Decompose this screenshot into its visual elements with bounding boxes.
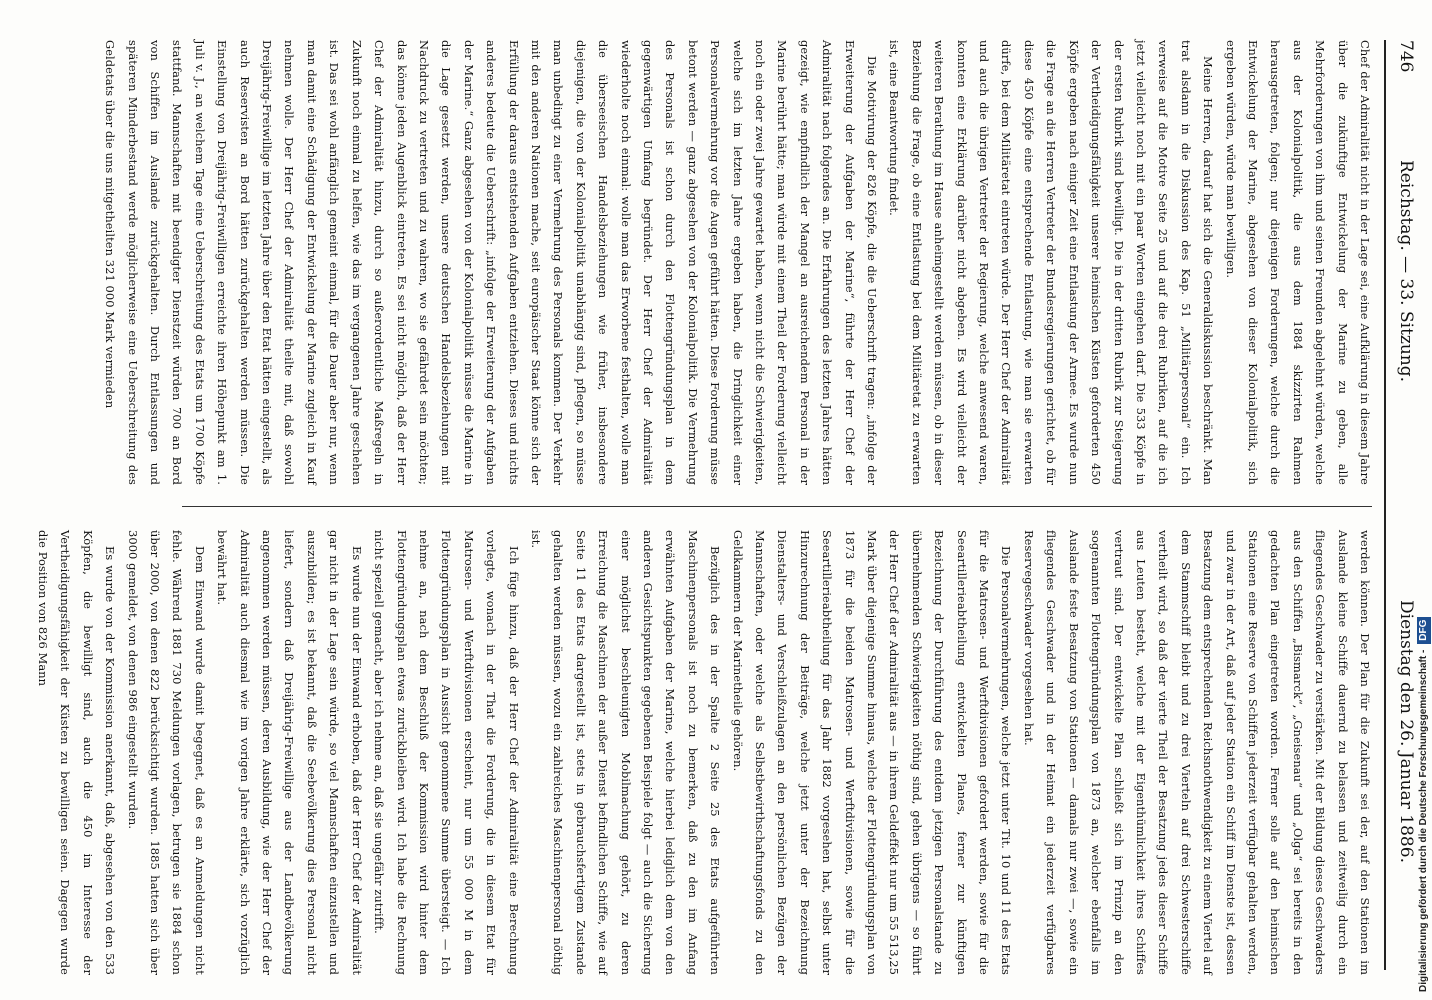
dfg-logo: DFG (1417, 617, 1431, 644)
running-head-right: Dienstag den 26. Januar 1886. (1396, 600, 1416, 863)
digitization-credit (1417, 12, 1431, 992)
paragraph: Ich füge hinzu, daß der Herr Chef der Admiralität eine Berechnung vorlegte, wonach in der That die Forderung, die in diesem Etat für Matrosen- und Werftdivisionen erscheint, nur um 55 000 M in dem Flottengründungsplan in Aussicht genommene Summe übersteigt. — Ich nehme an, nach dem Beschluß der Kommission wird hinter dem Flottengründungsplan etwas zurückbleiben wird. Ich habe die Rechnung nicht speziell gemacht, aber ich nehme an, daß sie ungefähr zutrifft. (372, 530, 521, 975)
paragraph: Bezüglich des in der Spalte 2 Seite 25 des Etats aufgeführten Maschinenpersonals ist noch zu bemerken, daß zu den im Anfang erwähnten Aufgaben der Marine, welche hierbei lediglich dem von den anderen Gesichtspunkten gegebenen Beispiele folgt — auch die Sicherung einer möglichst beschleunigten Mobilmachung gehört, zu deren Erreichung die Maschinen der außer Dienst befindlichen Schiffe, wie auf Seite 11 des Etats dargestellt ist, stets in gebrauchsfertigem Zustande gehalten werden müssen, wozu ein zahlreiches Maschinenpersonal nöthig ist. (528, 530, 723, 975)
paragraph: Die Motivirung der 826 Köpfe, die die Ueberschrift tragen: „infolge der Erweiterung der Aufgaben der Marine“, führte der Herr Chef der Admiralität nach folgendes an. Die Erfahrungen des letzten Jahres hätten gezeigt, wie empfindlich der Mangel an ausreichendem Personal in der Marine berührt hätte; man würde mit einem Theil der Forderung vielleicht noch ein oder zwei Jahre gewartet haben, wenn nicht die Schwierigkeiten, welche sich im letzten Jahre ergeben haben, die Dringlichkeit einer Personalvermehrung vor die Augen geführt hätten. Diese Forderung müsse betont werden — ganz abgesehen von der Kolonialpolitik. Die Vermehrung des Personals ist schon durch den Flottengründungsplan in dem gegenwärtigen Umfang begründet. Der Herr Chef der Admiralität wiederholte noch einmal: wolle man das Erworbene festhalten, wolle man die überseeischen Handelsbeziehungen wie früher, insbesondere diejenigen, die von der Kolonialpolitik unabhängig sind, pflegen, so müsse man unbedingt zu einer Vermehrung des Personals kommen. Der Verkehr mit den anderen Nationen mache, seit europäischer Staat könne sich der Erfüllung der daraus entstehenden Aufgaben entziehen. Dieses und nichts anderes bedeute die Ueberschrift: „infolge der Erweiterung der Aufgaben der Marine.“ Ganz abgesehen von der Kolonialpolitik müsse die Marine in die Lage gesetzt werden, unsere deutschen Handelsbeziehungen mit Nachdruck zu vertreten und zu wahren, wo sie gefährdet sein möchten; das könne jeden Augenblick eintreten. Es sei nicht möglich, daß der Herr Chef der Admiralität hinzu, durch so außerordentliche Maßregeln in Zukunft noch einmal zu helfen, wie das im vergangenen Jahre geschehen ist. Das sei wohl anfänglich gemeint einmal, für die Dauer aber nur, wenn man damit eine Schädigung der Entwickelung der Marine zugleich in Kauf nehmen wolle. Der Herr Chef der Admiralität theilte mit, daß sowohl Dreijährig-Freiwillige im letzten Jahre über den Etat hätten eingestellt, als auch Reservisten an Bord hätten zurückgehalten werden müssen. Die Einstellung von Dreijährig-Freiwilligen erreichte ihren Höhepunkt am 1. Juli v. J., an welchem Tage eine Ueberschreitung des Etats um 1700 Köpfe stattfand. Mannschaften mit beendigter Dienstzeit würden 700 an Bord von Schiffen im Auslande zurückgehalten. Durch Entlassungen und späteren Minderbestand werde möglicherweise eine Ueberschreitung des Geldetats über die uns mitgetheilten 321 000 Mark vermieden (103, 40, 880, 485)
paragraph: Chef der Admiralität nicht in der Lage sei, eine Aufklärung in diesem Jahre über die zukünftige Entwickelung der Marine zu geben, alle Mehrforderungen von ihm und seinen Freunden abgelehnt würden, welche aus der Kolonialpolitik, die aus dem 1884 skizzirten Rahmen herausgetreten, folgen; nur diejenigen Forderungen, welche durch die Entwickelung der Marine, abgesehen von dieser Kolonialpolitik, sich ergeben würden, würde man bewilligen. (1223, 40, 1372, 485)
header-rule (1384, 40, 1386, 970)
running-head-left: Reichstag. — 33. Sitzung. (1396, 160, 1416, 383)
paragraph: Meine Herren, darauf hat sich die Generaldiskussion beschränkt. Man trat alsdann in die Diskussion des Kap. 51 „Militärpersonal“ ein. Ich verweise auf die Motive Seite 25 und auf die drei Rubriken, auf die ich jetzt vielleicht noch mit ein paar Worten eingehen darf. Die 533 Köpfe in der ersten Rubrik sind bewilligt. Die in der dritten Rubrik zur Steigerung der Vertheidigungsfähigkeit unserer heimischen Küsten geforderten 450 Köpfe ergeben nach einiger Zeit eine Entlastung der Armee. Es wurde nun die Frage an die Herren Vertreter der Bundesregierungen gerichtet, ob für diese 450 Köpfe eine entsprechende Entlastung, wie man sie erwarten dürfe, bei dem Militäretat eintreten würde. Der Herr Chef der Admiralität und auch die übrigen Vertreter der Regierung, welche anwesend waren, konnten eine Erklärung darüber nicht abgeben. Es wird vielleicht der weiteren Berathung im Hause anheimgestellt werden müssen, ob in dieser Beziehung die Frage, ob eine Entlastung bei dem Militäretat zu erwarten ist, eine Beantwortung findet. (887, 40, 1216, 485)
credit-text: Digitalisierung gefördert durch die Deutsche Forschungsgemeinschaft - (1418, 649, 1429, 992)
left-column (76, 40, 1376, 485)
paragraph: Dem Einwand wurde damit begegnet, daß es an Anmeldungen nicht fehle. Während 1881 730 Meldungen vorlagen, betrugen sie 1884 schon über 2000, von denen 822 berücksichtigt wurden. 1885 hatten sich über 3000 gemeldet, von denen 986 eingestellt wurden. (125, 530, 207, 975)
paragraph: Es wurde nun der Einwand erhoben, daß der Herr Chef der Admiralität gar nicht in der Lage sein würde, so viel Mannschaften einzustellen und auszubilden; es ist bekannt, daß die Seebevölkerung dies Personal nicht liefert, sondern daß Dreijährig-Freiwillige aus der Landbevölkerung angenommen werden müssen, deren Ausbildung, wie der Herr Chef der Admiralität auch diesmal wie im vorigen Jahre erklärte, sich vorzüglich bewährt hat. (215, 530, 364, 975)
paragraph: werden können. Der Plan für die Zukunft sei der, auf den Stationen im Auslande kleine Schiffe dauernd zu belassen und zeitweilig durch ein fliegendes Geschwader zu verstärken. Mit der Bildung dieses Geschwaders aus den Schiffen „Bismarck“, „Gneisenau“ und „Olga“ sei bereits in den gedachten Plan eingetreten worden. Ferner solle auf den heimischen Stationen eine Reserve von Schiffen jederzeit verfügbar gehalten werden, und zwar in der Art, daß auf jeder Station ein Schiff im Dienste ist, dessen Besatzung dem entsprechenden Reichsnothwendigkeit zu einem Viertel auf dem Stammschiff bleibt und zu drei Vierteln auf drei Schwesterschiffe vertheilt wird, so daß der vierte Theil der Besatzung jedes dieser Schiffe aus Leuten besteht, welche mit der Eigenthümlichkeit ihres Schiffes vertraut sind. Der entwickelte Plan schließt sich im Prinzip an den sogenannten Flottengründungsplan von 1873 an, welcher ebenfalls im Auslande feste Besatzung von Stationen — damals nur zwei —, sowie ein fliegendes Geschwader und in der Heimat ein jederzeit verfügbares Reservegeschwader vorgesehen hat. (1021, 530, 1372, 975)
column-divider (182, 506, 1372, 507)
paragraph: Die Personalvermehrungen, welche jetzt unter Tit. 10 und 11 des Etats für die Matrosen- und Werftdivisionen gefordert werden, sowie für die Seeartillerieabtheilung entwickelten Planes, ferner zur künftigen Bezeichnung der Durchführung des entdem jetzigen Personalstande zu übernehmenden Schwierigkeiten nöthig sind, gehen übrigens — so führt der Herr Chef der Admiralität aus — in ihrem Geldeffekt nur um 55 513,25 Mark über diejenige Summe hinaus, welche der Flottengründungsplan von 1873 für die beiden Matrosen- und Werftdivisionen, sowie für die Seeartillerieabtheilung für das Jahr 1882 vorgesehen hat, selbst unter Hinzurechnung der Beiträge, welche jetzt unter der Bezeichnung Dienstalters- und Verschleißzulagen an den persönlichen Bezügen der Mannschaften, oder welche als Selbstbewirthschaftungsfonds zu den Geldkammern der Marinetheile gehören. (730, 530, 1014, 975)
page-number: 746 (1396, 40, 1416, 73)
right-column (36, 530, 1376, 975)
paragraph: Es wurde von der Kommission anerkannt, daß, abgesehen von den 533 Köpfen, die bewilligt sind, auch die 450 im Interesse der Vertheidigungsfähigkeit der Küsten zu bewilligen seien. Dagegen wurde die Position von 826 Mann (36, 530, 118, 975)
